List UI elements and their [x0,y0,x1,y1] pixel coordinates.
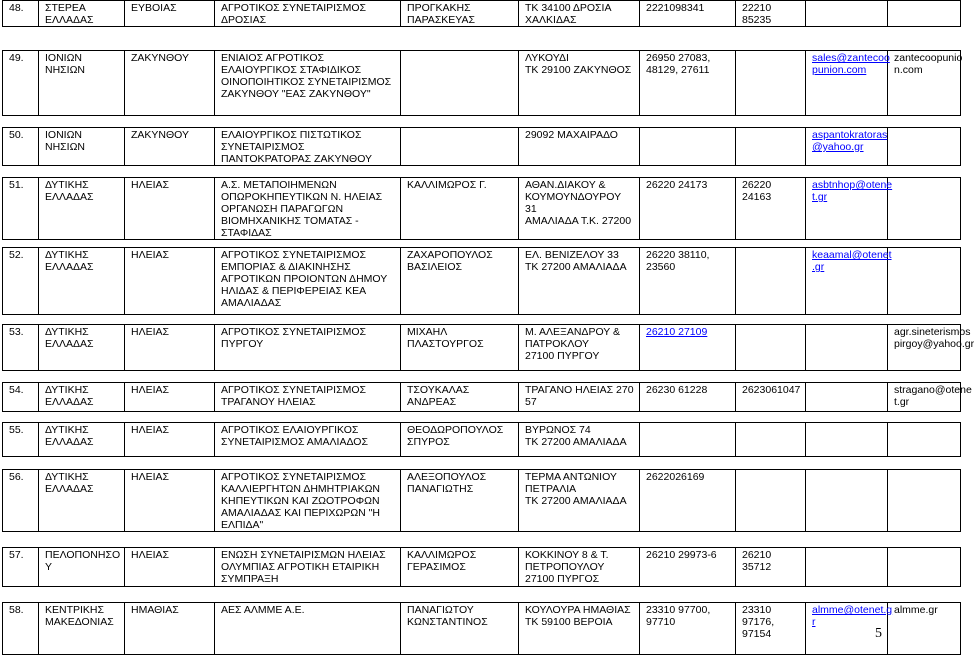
table-row [3,248,961,315]
cell-prefecture: ΕΥΒΟΙΑΣ [125,1,215,27]
cell-name: ΕΝΙΑΙΟΣ ΑΓΡΟΤΙΚΟΣ ΕΛΑΙΟΥΡΓΙΚΟΣ ΣΤΑΦΙΔΙΚΟΣ ΟΙΝΟΠΟΙΗΤΙΚΟΣ ΣΥΝΕΤΑΙΡΙΣΜΟΣ ΖΑΚΥΝΘΟΥ "ΕΑΣ ΖΑΚΥΝΘΟΥ" [215,51,401,116]
cell-email [806,1,888,27]
cell-web [888,423,961,457]
cell-web: agr.sineterismos pirgoy@yahoo.gr [888,325,961,371]
spacer-cell [3,116,961,128]
cell-web [888,248,961,315]
cell-phone: 26220 24173 [640,178,736,240]
cell-region: ΚΕΝΤΡΙΚΗΣ ΜΑΚΕΔΟΝΙΑΣ [39,603,125,655]
cell-name: ΑΓΡΟΤΙΚΟΣ ΣΥΝΕΤΑΙΡΙΣΜΟΣ ΔΡΟΣΙΑΣ [215,1,401,27]
table-row [3,470,961,532]
cell-num: 50. [3,128,39,166]
cell-address: ΚΟΥΛΟΥΡΑ ΗΜΑΘΙΑΣ ΤΚ 59100 ΒΕΡΟΙΑ [519,603,640,655]
spacer-cell [3,315,961,325]
cell-phone: 26230 61228 [640,383,736,412]
cell-prefecture: ΖΑΚΥΝΘΟΥ [125,128,215,166]
cell-fax: 22210 85235 [736,1,806,27]
cell-phone: 23310 97700, 97710 [640,603,736,655]
cell-email [806,548,888,587]
cell-fax [736,248,806,315]
table-row [3,548,961,587]
cell-president: ΑΛΕΞΟΠΟΥΛΟΣ ΠΑΝΑΓΙΩΤΗΣ [401,470,519,532]
cell-web: almme.gr [888,603,961,655]
cell-name: ΑΓΡΟΤΙΚΟΣ ΣΥΝΕΤΑΙΡΙΣΜΟΣ ΠΥΡΓΟΥ [215,325,401,371]
cell-prefecture: ΗΛΕΙΑΣ [125,178,215,240]
cell-num: 55. [3,423,39,457]
table-row [3,51,961,116]
cell-region: ΙΟΝΙΩΝ ΝΗΣΙΩΝ [39,128,125,166]
cell-web [888,178,961,240]
row-spacer [3,457,961,470]
row-spacer [3,166,961,178]
cell-num: 57. [3,548,39,587]
cell-num: 51. [3,178,39,240]
cell-email [806,470,888,532]
cell-name: Α.Σ. ΜΕΤΑΠΟΙΗΜΕΝΩΝ ΟΠΩΡΟΚΗΠΕΥΤΙΚΩΝ Ν. ΗΛΕΙΑΣ ΟΡΓΑΝΩΣΗ ΠΑΡΑΓΩΓΩΝ ΒΙΟΜΗΧΑΝΙΚΗΣ ΤΟΜΑΤΑΣ - ΣΤΑΦΙΔΑΣ [215,178,401,240]
cell-prefecture: ΗΛΕΙΑΣ [125,423,215,457]
cell-address: ΒΥΡΩΝΟΣ 74 ΤΚ 27200 ΑΜΑΛΙΑΔΑ [519,423,640,457]
table-row [3,383,961,412]
cell-prefecture: ΗΛΕΙΑΣ [125,470,215,532]
cell-email [806,383,888,412]
cell-fax: 26210 35712 [736,548,806,587]
table-row [3,325,961,371]
cell-num: 58. [3,603,39,655]
cell-num: 49. [3,51,39,116]
cell-address: ΤΕΡΜΑ ΑΝΤΩΝΙΟΥ ΠΕΤΡΑΛΙΑ ΤΚ 27200 ΑΜΑΛΙΑΔΑ [519,470,640,532]
cell-phone [640,128,736,166]
cell-web [888,470,961,532]
cell-prefecture: ΗΛΕΙΑΣ [125,248,215,315]
cell-region: ΔΥΤΙΚΗΣ ΕΛΛΑΔΑΣ [39,470,125,532]
cell-email[interactable]: keaamal@otenet .gr [806,248,888,315]
cell-address: 29092 ΜΑΧΑΙΡΑΔΟ [519,128,640,166]
spacer-cell [3,166,961,178]
cell-web [888,128,961,166]
cell-address: ΕΛ. ΒΕΝΙΖΕΛΟΥ 33 ΤΚ 27200 ΑΜΑΛΙΑΔΑ [519,248,640,315]
row-spacer [3,532,961,548]
cell-prefecture: ΗΜΑΘΙΑΣ [125,603,215,655]
cell-phone: 2622026169 [640,470,736,532]
table-row [3,178,961,240]
spacer-cell [3,240,961,248]
spacer-cell [3,412,961,423]
cell-prefecture: ΗΛΕΙΑΣ [125,383,215,412]
cell-phone: 26210 29973-6 [640,548,736,587]
cell-web: zantecoopunio n.com [888,51,961,116]
row-spacer [3,587,961,603]
cell-address: ΚΟΚΚΙΝΟΥ 8 & Τ. ΠΕΤΡΟΠΟΥΛΟΥ 27100 ΠΥΡΓΟΣ [519,548,640,587]
cell-president: ΤΣΟΥΚΑΛΑΣ ΑΝΔΡΕΑΣ [401,383,519,412]
table-row [3,128,961,166]
cell-email [806,423,888,457]
cell-num: 48. [3,1,39,27]
cell-email[interactable]: aspantokratoras @yahoo.gr [806,128,888,166]
cell-email [806,325,888,371]
cell-president [401,51,519,116]
spacer-cell [3,457,961,470]
page-number: 5 [875,626,882,641]
row-spacer [3,27,961,51]
cell-num: 52. [3,248,39,315]
cell-region: ΔΥΤΙΚΗΣ ΕΛΛΑΔΑΣ [39,248,125,315]
cell-fax [736,470,806,532]
table-row [3,423,961,457]
cell-president: ΜΙΧΑΗΛ ΠΛΑΣΤΟΥΡΓΟΣ [401,325,519,371]
cell-name: ΑΕΣ ΑΛΜΜΕ Α.Ε. [215,603,401,655]
cell-name: ΕΛΑΙΟΥΡΓΙΚΟΣ ΠΙΣΤΩΤΙΚΟΣ ΣΥΝΕΤΑΙΡΙΣΜΟΣ ΠΑΝΤΟΚΡΑΤΟΡΑΣ ΖΑΚΥΝΘΟΥ [215,128,401,166]
cell-region: ΠΕΛΟΠΟΝΗΣΟ Υ [39,548,125,587]
cell-phone [640,423,736,457]
cell-region: ΙΟΝΙΩΝ ΝΗΣΙΩΝ [39,51,125,116]
row-spacer [3,240,961,248]
cell-prefecture: ΖΑΚΥΝΘΟΥ [125,51,215,116]
cell-name: ΑΓΡΟΤΙΚΟΣ ΣΥΝΕΤΑΙΡΙΣΜΟΣ ΕΜΠΟΡΙΑΣ & ΔΙΑΚΙΝΗΣΗΣ ΑΓΡΟΤΙΚΩΝ ΠΡΟΙΟΝΤΩΝ ΔΗΜΟΥ ΗΛΙΔΑΣ & ΠΕΡΙΦΕΡΕΙΑΣ ΚΕΑ ΑΜΑΛΙΑΔΑΣ [215,248,401,315]
cell-num: 53. [3,325,39,371]
row-spacer [3,315,961,325]
cell-region: ΔΥΤΙΚΗΣ ΕΛΛΑΔΑΣ [39,423,125,457]
cell-fax: 23310 97176, 97154 [736,603,806,655]
spacer-cell [3,587,961,603]
cell-region: ΔΥΤΙΚΗΣ ΕΛΛΑΔΑΣ [39,383,125,412]
cell-fax: 26220 24163 [736,178,806,240]
cell-name: ΑΓΡΟΤΙΚΟΣ ΣΥΝΕΤΑΙΡΙΣΜΟΣ ΤΡΑΓΑΝΟΥ ΗΛΕΙΑΣ [215,383,401,412]
cell-fax [736,325,806,371]
cell-president: ΚΑΛΛΙΜΩΡΟΣ ΓΕΡΑΣΙΜΟΣ [401,548,519,587]
cell-name: ΕΝΩΣΗ ΣΥΝΕΤΑΙΡΙΣΜΩΝ ΗΛΕΙΑΣ ΟΛΥΜΠΙΑΣ ΑΓΡΟΤΙΚΗ ΕΤΑΙΡΙΚΗ ΣΥΜΠΡΑΞΗ [215,548,401,587]
cell-fax [736,423,806,457]
row-spacer [3,371,961,383]
cell-email[interactable]: asbtnhop@otene t.gr [806,178,888,240]
cell-email[interactable]: sales@zantecoo punion.com [806,51,888,116]
cell-phone: 2221098341 [640,1,736,27]
cell-prefecture: ΗΛΕΙΑΣ [125,548,215,587]
cell-phone: 26950 27083, 48129, 27611 [640,51,736,116]
cell-address: Μ. ΑΛΕΞΑΝΔΡΟΥ & ΠΑΤΡΟΚΛΟΥ 27100 ΠΥΡΓΟΥ [519,325,640,371]
table-row [3,603,961,655]
spacer-cell [3,371,961,383]
spacer-cell [3,27,961,51]
cell-fax [736,128,806,166]
cell-president: ΖΑΧΑΡΟΠΟΥΛΟΣ ΒΑΣΙΛΕΙΟΣ [401,248,519,315]
cell-num: 54. [3,383,39,412]
row-spacer [3,412,961,423]
cell-president [401,128,519,166]
cell-president: ΘΕΟΔΩΡΟΠΟΥΛΟΣ ΣΠΥΡΟΣ [401,423,519,457]
cell-fax [736,51,806,116]
cell-address: ΤΚ 34100 ΔΡΟΣΙΑ ΧΑΛΚΙΔΑΣ [519,1,640,27]
cell-phone: 26220 38110, 23560 [640,248,736,315]
cell-fax: 2623061047 [736,383,806,412]
cell-web [888,548,961,587]
cell-president: ΚΑΛΛΙΜΩΡΟΣ Γ. [401,178,519,240]
cell-name: ΑΓΡΟΤΙΚΟΣ ΣΥΝΕΤΑΙΡΙΣΜΟΣ ΚΑΛΛΙΕΡΓΗΤΩΝ ΔΗΜΗΤΡΙΑΚΩΝ ΚΗΠΕΥΤΙΚΩΝ ΚΑΙ ΖΩΟΤΡΟΦΩΝ ΑΜΑΛΙΑΔΑΣ ΚΑΙ ΠΕΡΙΧΩΡΩΝ "Η ΕΛΠΙΔΑ" [215,470,401,532]
cell-web [888,1,961,27]
table-row [3,1,961,27]
cell-num: 56. [3,470,39,532]
cell-address: ΤΡΑΓΑΝΟ ΗΛΕΙΑΣ 270 57 [519,383,640,412]
cooperatives-table [2,0,974,655]
row-spacer [3,116,961,128]
cell-web: stragano@otene t.gr [888,383,961,412]
cell-region: ΣΤΕΡΕΑ ΕΛΛΑΔΑΣ [39,1,125,27]
cell-email[interactable]: almme@otenet.g r [806,603,888,655]
cell-region: ΔΥΤΙΚΗΣ ΕΛΛΑΔΑΣ [39,325,125,371]
spacer-cell [3,532,961,548]
cell-president: ΠΑΝΑΓΙΩΤΟΥ ΚΩΝΣΤΑΝΤΙΝΟΣ [401,603,519,655]
cell-president: ΠΡΟΓΚΑΚΗΣ ΠΑΡΑΣΚΕΥΑΣ [401,1,519,27]
cell-prefecture: ΗΛΕΙΑΣ [125,325,215,371]
cell-phone[interactable]: 26210 27109 [640,325,736,371]
cell-name: ΑΓΡΟΤΙΚΟΣ ΕΛΑΙΟΥΡΓΙΚΟΣ ΣΥΝΕΤΑΙΡΙΣΜΟΣ ΑΜΑΛΙΑΔΟΣ [215,423,401,457]
cell-region: ΔΥΤΙΚΗΣ ΕΛΛΑΔΑΣ [39,178,125,240]
cell-address: ΑΘΑΝ.ΔΙΑΚΟΥ & ΚΟΥΜΟΥΝΔΟΥΡΟΥ 31 ΑΜΑΛΙΑΔΑ Τ.Κ. 27200 [519,178,640,240]
cell-address: ΛΥΚΟΥΔΙ ΤΚ 29100 ΖΑΚΥΝΘΟΣ [519,51,640,116]
